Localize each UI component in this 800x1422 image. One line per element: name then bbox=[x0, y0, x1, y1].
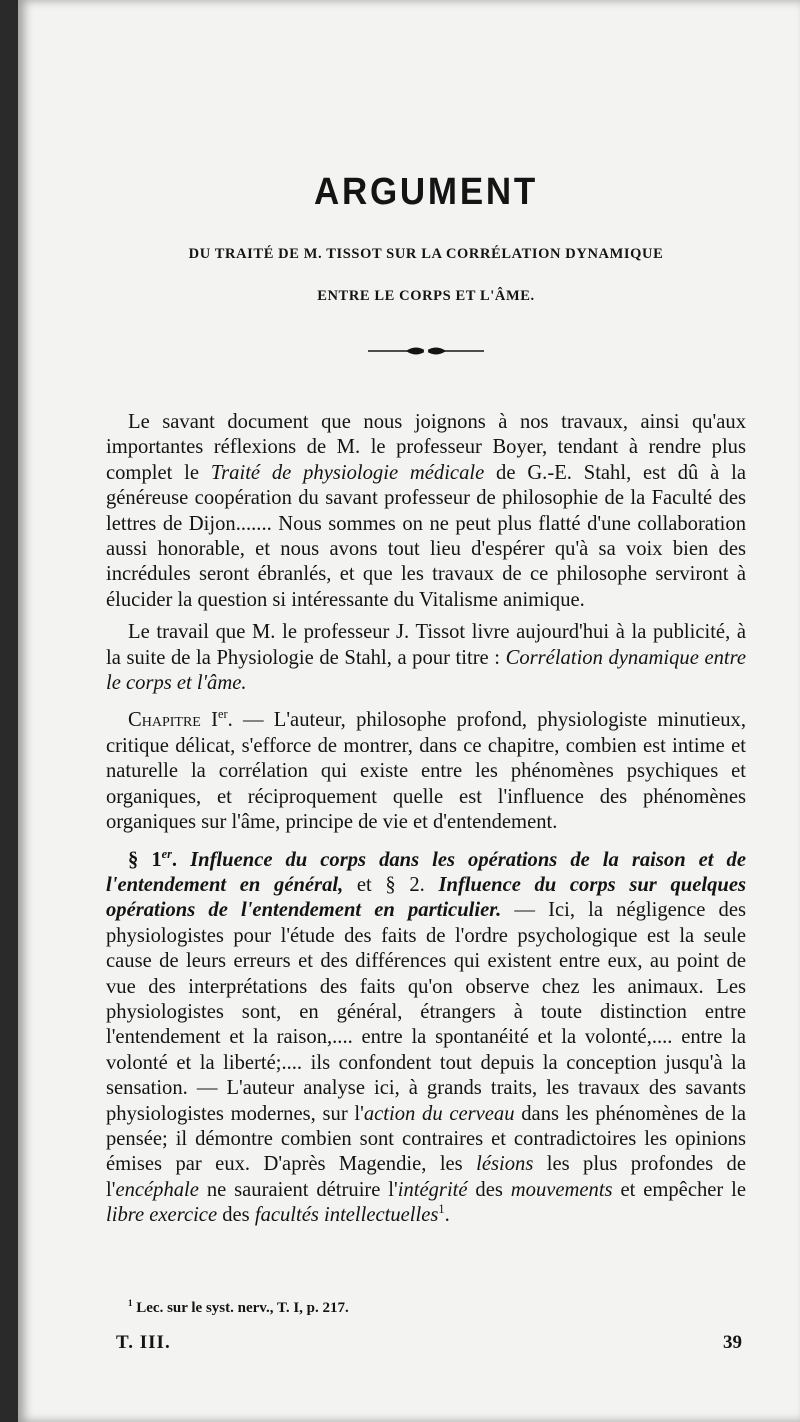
p3-text: . — L'auteur, philosophe profond, physiologiste minutieux, critique délicat, s'efforce de montrer, dans ce chapitre, combien est intime et naturelle la corrélation qui existe entre les phénomènes psychiques et organiques, et réciproquement quelle est l'influence des phénomènes organiques sur l'âme, principe de vie et d'entendement. bbox=[106, 709, 746, 834]
p4-et: et bbox=[343, 873, 386, 896]
paragraph-1 bbox=[106, 410, 746, 613]
footnote bbox=[106, 1298, 746, 1318]
ornament-divider-icon bbox=[366, 344, 486, 358]
paragraph-4 bbox=[106, 848, 746, 1229]
p1-title-italic: Traité de physiologie médicale bbox=[210, 461, 485, 484]
p4-italic-7: facultés intellectuelles bbox=[254, 1204, 439, 1227]
page-number: 39 bbox=[723, 1332, 742, 1353]
chapter-number-sup: er bbox=[217, 707, 228, 722]
footnote-reference[interactable]: 1 bbox=[438, 1202, 445, 1217]
page-content bbox=[106, 168, 747, 1353]
subtitle-line-1: DU TRAITÉ DE M. TISSOT SUR LA CORRÉLATION DYNAMIQUE bbox=[188, 246, 664, 262]
section-2-mark: § 2. bbox=[385, 873, 425, 896]
volume-label: T. III. bbox=[116, 1332, 171, 1353]
p4-italic-4: intégrité bbox=[397, 1178, 468, 1201]
p4-text-a: — Ici, la négligence des physiologistes pour l'étude des faits de l'ordre psychologique est la seule cause de leurs erreurs et des différences qui existent entre eux, au point de vue des interprétations des faits qu'on observe chez les animaux. Les physiologistes sont, en général, étrangers à toute distinction entre l'entendement et la raison,.... entre la spontanéité et la volonté,.... entre la volonté et la liberté;.... ils confondent tout depuis la conception jusqu'à la sensation. — L'auteur analyse ici, à grands traits, les travaux des savants physiologistes modernes, sur l' bbox=[106, 899, 746, 1125]
p4-italic-3: encéphale bbox=[115, 1178, 199, 1201]
p4-end: . bbox=[444, 1204, 450, 1227]
section-1-mark: § 1 bbox=[128, 848, 162, 871]
section-1-title: Influence du corps dans les opérations de la raison et de l'entendement en général, bbox=[106, 848, 746, 896]
paragraph-2 bbox=[106, 620, 746, 696]
paragraph-3 bbox=[106, 708, 746, 835]
section-1-dot: . bbox=[171, 848, 178, 871]
p4-text-e: des bbox=[467, 1178, 511, 1201]
chapter-number: I bbox=[211, 709, 218, 732]
page-footer bbox=[106, 1322, 742, 1352]
p4-italic-6: libre exercice bbox=[106, 1204, 218, 1227]
p4-italic-1: action du cerveau bbox=[363, 1102, 515, 1125]
p4-text-c: les plus profondes de l' bbox=[106, 1153, 746, 1201]
body-text bbox=[106, 410, 746, 1229]
p4-text-b: dans les phénomènes de la pensée; il démontre combien sont contraires et contradictoires les opinions émises par eux. D'après Magendie, les bbox=[106, 1102, 747, 1176]
p1-text-a: Le savant document que nous joignons à nos travaux, ainsi qu'aux importantes réflexions de M. le professeur Boyer, tendant à rendre plus complet le bbox=[106, 411, 746, 484]
footnote-mark: 1 bbox=[128, 1298, 133, 1308]
subtitle-line-2: ENTRE LE CORPS ET L'ÂME. bbox=[317, 288, 535, 304]
p2-text-a: Le travail que M. le professeur J. Tissot livre aujourd'hui à la publicité, à la suite de la Physiologie de Stahl, a pour titre : bbox=[106, 621, 746, 669]
p4-text-g: des bbox=[217, 1204, 255, 1227]
book-page bbox=[18, 0, 800, 1422]
chapter-label: Chapitre bbox=[128, 709, 201, 732]
p1-text-c: de G.-E. Stahl, est dû à la généreuse coopération du savant professeur de philosophie de la Faculté des lettres de Dijon....... Nous sommes on ne peut plus flatté d'une collaboration aussi honorable, et nous avons tout lieu d'espérer qu'à sa voix bien des incrédules seront ébranlés, et que les travaux de ce philosophe serviront à élucider la question si intéressante du Vitalisme animique. bbox=[106, 461, 746, 611]
footnote-text: Lec. sur le syst. nerv., T. I, p. 217. bbox=[132, 1300, 349, 1316]
section-1-sup: er bbox=[161, 846, 172, 861]
p4-italic-5: mouvements bbox=[510, 1178, 613, 1201]
p4-italic-2: lésions bbox=[476, 1153, 534, 1176]
p4-text-d: ne sauraient détruire l' bbox=[198, 1178, 398, 1201]
page-title: ARGUMENT bbox=[313, 171, 539, 213]
p2-title-italic: Corrélation dynamique entre le corps et l'âme. bbox=[106, 646, 746, 695]
p4-text-f: et empêcher le bbox=[612, 1178, 747, 1201]
section-2-title: Influence du corps sur quelques opérations de l'entendement en particulier. bbox=[106, 873, 746, 922]
